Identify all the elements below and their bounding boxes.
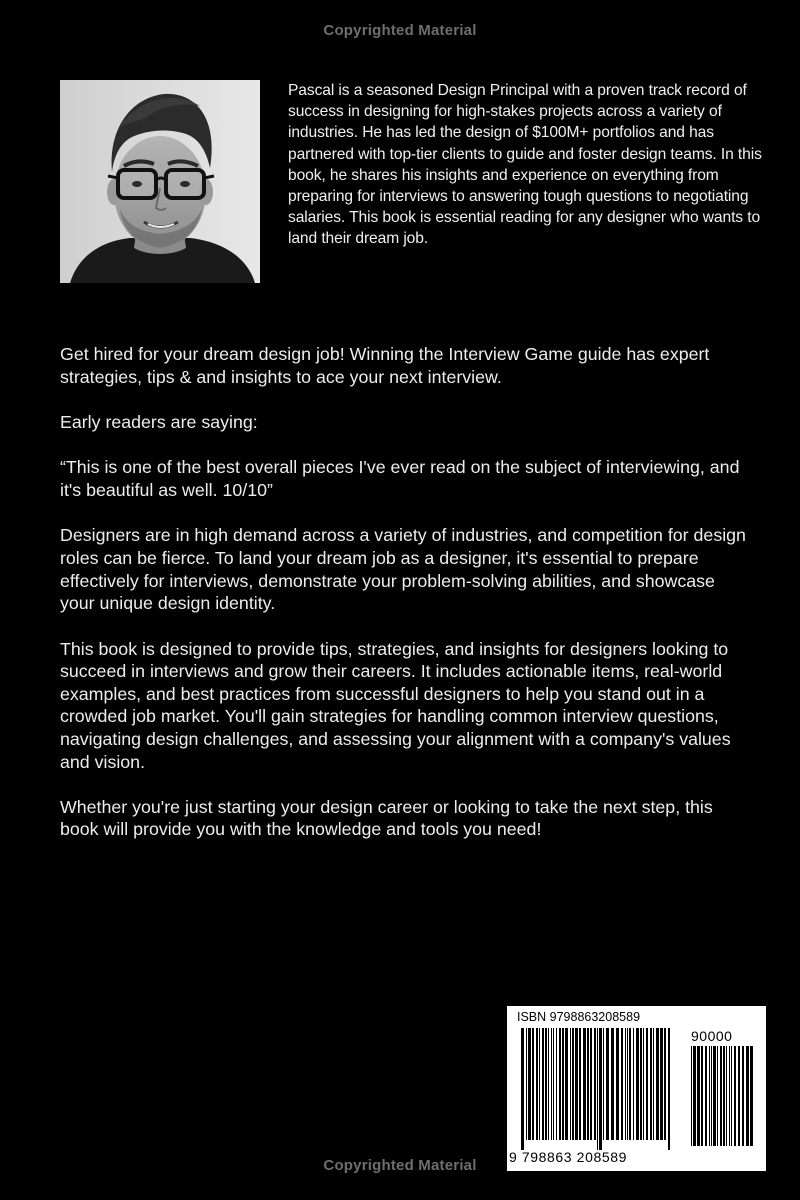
barcode-bar bbox=[590, 1028, 592, 1140]
barcode-digits: 9 798863 208589 bbox=[509, 1149, 627, 1165]
barcode-bar bbox=[627, 1028, 628, 1140]
barcode-bar bbox=[606, 1028, 609, 1140]
barcode-bar bbox=[629, 1028, 631, 1140]
barcode-bar bbox=[579, 1028, 581, 1140]
barcode-bar bbox=[597, 1028, 598, 1150]
barcode-bar bbox=[583, 1028, 586, 1140]
barcode-bar bbox=[640, 1028, 642, 1140]
copyright-watermark-top: Copyrighted Material bbox=[323, 22, 477, 39]
barcode-bar bbox=[556, 1028, 557, 1140]
barcode-bar bbox=[542, 1028, 544, 1140]
barcode-bar bbox=[570, 1028, 571, 1140]
barcode-bar bbox=[611, 1028, 614, 1140]
barcode-bar bbox=[572, 1028, 574, 1140]
barcode-bar bbox=[653, 1028, 654, 1140]
barcode-bar bbox=[734, 1046, 736, 1146]
barcode-bar bbox=[664, 1028, 666, 1140]
barcode-bar bbox=[594, 1028, 596, 1140]
barcode-bar bbox=[650, 1028, 652, 1140]
barcode-bar bbox=[616, 1028, 619, 1140]
barcode-bar bbox=[575, 1028, 578, 1140]
barcode-bar bbox=[587, 1028, 589, 1140]
barcode-bar bbox=[562, 1028, 564, 1140]
barcode-bar bbox=[528, 1028, 531, 1140]
isbn-barcode-box bbox=[507, 1006, 766, 1171]
barcode-bar bbox=[742, 1046, 744, 1146]
barcode-bar bbox=[559, 1028, 561, 1140]
barcode-bar bbox=[660, 1028, 663, 1140]
barcode-bar bbox=[521, 1028, 524, 1150]
barcode-bar bbox=[536, 1028, 538, 1140]
barcode-bar bbox=[750, 1046, 753, 1146]
barcode-bar bbox=[701, 1046, 703, 1146]
barcode-bar bbox=[693, 1046, 696, 1146]
barcode-bar bbox=[603, 1028, 604, 1140]
barcode-bar bbox=[532, 1028, 534, 1140]
copyright-watermark-bottom: Copyrighted Material bbox=[323, 1157, 477, 1174]
barcode-bar bbox=[729, 1046, 730, 1146]
barcode-bar bbox=[731, 1046, 732, 1146]
barcode-bar bbox=[705, 1046, 707, 1146]
barcode-bar bbox=[633, 1028, 634, 1140]
barcode-bar bbox=[656, 1028, 659, 1140]
barcode-bar bbox=[697, 1046, 700, 1146]
barcode-bar bbox=[636, 1028, 639, 1140]
barcode-bar bbox=[643, 1028, 644, 1140]
barcode-bar bbox=[709, 1046, 710, 1146]
barcode-bar bbox=[738, 1046, 740, 1146]
isbn-label: ISBN 9798863208589 bbox=[517, 1010, 641, 1024]
barcode-bar bbox=[553, 1028, 554, 1140]
intro-paragraph: Get hired for your dream design job! Winning the Interview Game guide has expert strategies, tips & and insights to ace your next interview. bbox=[60, 344, 710, 387]
book-overview-paragraph: This book is designed to provide tips, strategies, and insights for designers looking to succeed in interviews and grow their careers. It includes actionable items, real-world examples, and best practices from successful designers to help you stand out in a crowded job market. You'll gain strategies for handling common interview questions, navigating design challenges, and assessing your alignment with a company's values and vision. bbox=[60, 638, 731, 772]
barcode-bar bbox=[746, 1046, 749, 1146]
barcode-bar bbox=[668, 1028, 670, 1150]
barcode-bar bbox=[713, 1046, 716, 1146]
barcode-bar bbox=[646, 1028, 648, 1140]
ean13-barcode-bars bbox=[521, 1028, 673, 1150]
barcode-bar bbox=[539, 1028, 540, 1140]
barcode-bar bbox=[691, 1046, 692, 1146]
barcode-bar bbox=[526, 1028, 527, 1140]
barcode-bar bbox=[565, 1028, 568, 1140]
barcode-bar bbox=[711, 1046, 712, 1146]
barcode-bar bbox=[720, 1046, 722, 1146]
barcode-bar bbox=[599, 1028, 602, 1150]
demand-paragraph: Designers are in high demand across a variety of industries, and competition for design roles can be fierce. To land your dream job as a designer, it's essential to prepare effectively for interviews, demonstrate your problem-solving abilities, and showcase your unique design identity. bbox=[60, 525, 746, 614]
author-photo bbox=[60, 80, 260, 283]
price-addon-barcode-bars bbox=[691, 1046, 755, 1146]
barcode-bar bbox=[551, 1028, 552, 1140]
book-description bbox=[60, 343, 750, 864]
barcode-bar bbox=[717, 1046, 718, 1146]
barcode-bar bbox=[545, 1028, 547, 1140]
barcode-bar bbox=[723, 1046, 725, 1146]
barcode-bar bbox=[621, 1028, 623, 1140]
reader-quote: “This is one of the best overall pieces I've ever read on the subject of interviewing, and it's beautiful as well. 10/10” bbox=[60, 457, 740, 500]
barcode-bar bbox=[726, 1046, 727, 1146]
price-code: 90000 bbox=[691, 1028, 733, 1044]
barcode-bar bbox=[625, 1028, 626, 1140]
barcode-bar bbox=[548, 1028, 549, 1140]
author-bio: Pascal is a seasoned Design Principal with a proven track record of success in designing for high-stakes projects across a variety of industries. He has led the design of $100M+ portfolios and has partnered with top-tier clients to guide and foster design teams. In this book, he shares his insights and experience on everything from preparing for interviews to answering tough questions to negotiating salaries. This book is essential reading for any designer who wants to land their dream job. bbox=[288, 82, 762, 248]
closing-paragraph: Whether you're just starting your design career or looking to take the next step, this book will provide you with the knowledge and tools you need! bbox=[60, 796, 713, 840]
early-readers-heading: Early readers are saying: bbox=[60, 411, 258, 432]
